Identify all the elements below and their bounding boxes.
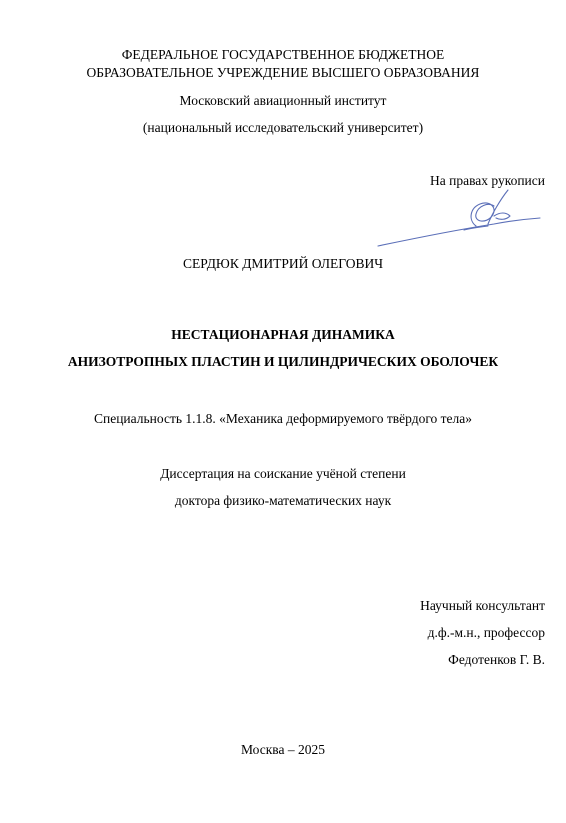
title-line-2: АНИЗОТРОПНЫХ ПЛАСТИН И ЦИЛИНДРИЧЕСКИХ ОБОЛОЧЕК — [67, 354, 499, 369]
consultant-name: Федотенков Г. В. — [448, 652, 545, 667]
institute-name: Московский авиационный институт — [179, 93, 387, 108]
specialty: Специальность 1.1.8. «Механика деформируемого твёрдого тела» — [93, 411, 473, 426]
dissertation-line-1: Диссертация на соискание учёной степени — [160, 466, 406, 481]
signature-icon — [376, 186, 546, 250]
header-line-1: ФЕДЕРАЛЬНОЕ ГОСУДАРСТВЕННОЕ БЮДЖЕТНОЕ — [121, 47, 445, 62]
manuscript-note: На правах рукописи — [429, 173, 545, 188]
author-name: СЕРДЮК ДМИТРИЙ ОЛЕГОВИЧ — [182, 256, 384, 271]
consultant-degree: д.ф.-м.н., профессор — [427, 625, 545, 640]
institute-note: (национальный исследовательский университет) — [142, 120, 424, 135]
dissertation-line-2: доктора физико-математических наук — [174, 493, 392, 508]
city-year: Москва – 2025 — [241, 742, 325, 757]
header-line-2: ОБРАЗОВАТЕЛЬНОЕ УЧРЕЖДЕНИЕ ВЫСШЕГО ОБРАЗОВАНИЯ — [86, 65, 480, 80]
title-line-1: НЕСТАЦИОНАРНАЯ ДИНАМИКА — [171, 327, 395, 342]
consultant-role: Научный консультант — [420, 598, 545, 613]
